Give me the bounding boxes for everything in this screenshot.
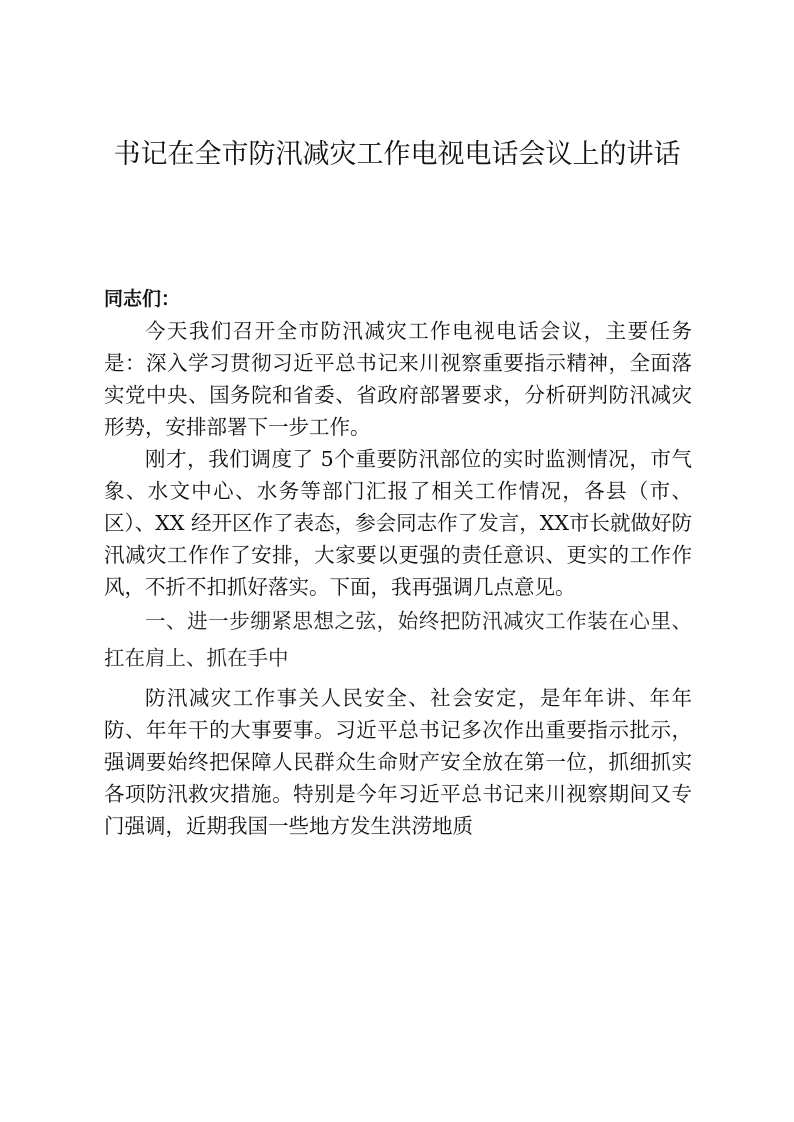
section-paragraph-1: 防汛减灾工作事关人民安全、社会安定，是年年讲、年年防、年年干的大事要事。习近平总书记多次作出重要指示批示，强调要始终把保障人民群众生命财产安全放在第一位，抓细抓实各项防汛救灾措施。特别是今年习近平总书记来川视察期间又专门强调，近期我国一些地方发生洪涝地质 — [104, 686, 692, 838]
body-paragraph-2: 刚才，我们调度了 5个重要防汛部位的实时监测情况，市气象、水文中心、水务等部门汇报了相关工作情况，各县（市、区）、XX 经开区作了表态，参会同志作了发言，XX市长就做好防汛减灾工作作了安排，大家要以更强的责任意识、更实的工作作风，不折不扣抓好落实。下面，我再强调几点意见。 — [104, 447, 692, 599]
document-title: 书记在全市防汛减灾工作电视电话会议上的讲话 — [113, 139, 681, 170]
document-body — [104, 283, 692, 842]
body-paragraph-1: 今天我们召开全市防汛减灾工作电视电话会议，主要任务是：深入学习贯彻习近平总书记来川视察重要指示精神，全面落实党中央、国务院和省委、省政府部署要求，分析研判防汛减灾形势，安排部署下一步工作。 — [104, 319, 692, 439]
salutation: 同志们： — [104, 288, 181, 310]
section-heading: 一、进一步绷紧思想之弦，始终把防汛减灾工作装在心里、扛在肩上、抓在手中 — [104, 609, 692, 670]
